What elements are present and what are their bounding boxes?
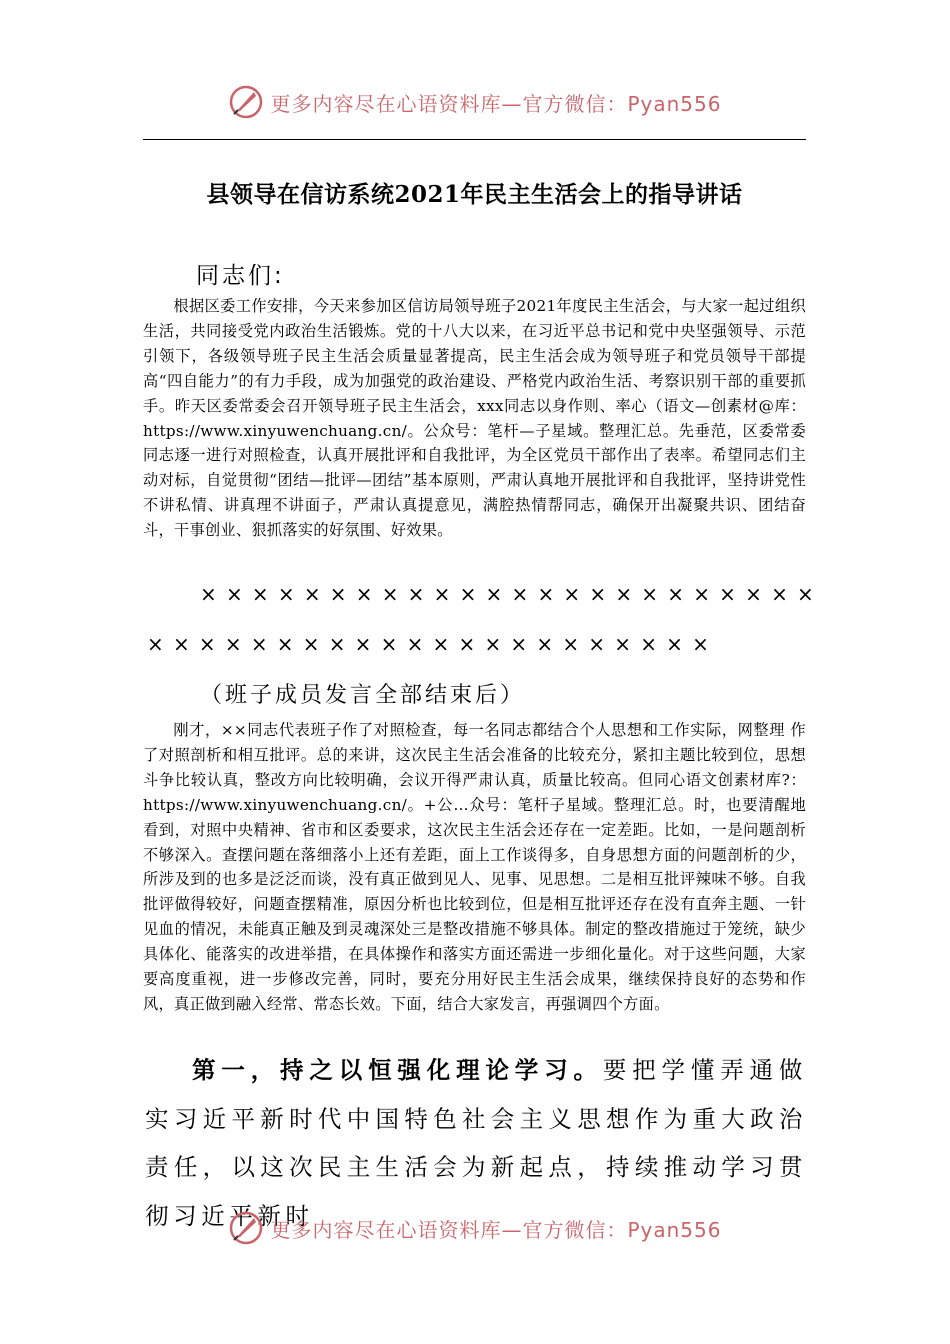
header-banner [0, 84, 950, 120]
stage-note: （班子成员发言全部结束后） [200, 683, 526, 708]
paragraph-1: 根据区委工作安排，今天来参加区信访局领导班子2021年度民主生活会，与大家一起过组织生活，共同接受党内政治生活锻炼。党的十八大以来，在习近平总书记和党中央坚强领导、示范引领下，各级领导班子民主生活会质量显著提高，民主生活会成为领导班子和党员领导干部提高“四自能力”的有力手段，成为加强党的政治建设、严格党内政治生活、考察识别干部的重要抓手。昨天区委常委会召开领导班子民主生活会，xxx同志以身作则、率心（语文—创素材@库：https://www.xinyuwenchuang.cn/。公众号：笔杆—子星域。整理汇总。先垂范，区委常委同志逐一进行对照检查，认真开展批评和自我批评，为全区党员干部作出了表率。希望同志们主动对标，自觉贯彻“团结—批评—团结”基本原则，严肃认真地开展批评和自我批评，坚持讲党性不讲私情、讲真理不讲面子，严肃认真提意见，满腔热情帮同志，确保开出凝聚共识、团结奋斗，干事创业、狠抓落实的好氛围、好效果。 [143, 297, 806, 540]
quill-logo-icon [228, 1210, 264, 1246]
document-title: 县领导在信访系统2021年民主生活会上的指导讲话 [206, 181, 743, 208]
quill-logo-icon [228, 84, 264, 120]
separator-line-2: ×××××××××××××××××××××× [147, 632, 719, 656]
separator-line-1: ×××××××××××××××××××××××× [200, 582, 823, 606]
section-1-lead: 第一，持之以恒强化理论学习。 [192, 1056, 603, 1084]
header-divider [143, 139, 806, 140]
salutation: 同志们: [196, 263, 285, 289]
paragraph-2: 刚才，××同志代表班子作了对照检查，每一名同志都结合个人思想和工作实际，网整理 作了对照剖析和相互批评。总的来讲，这次民主生活会准备的比较充分，紧扣主题比较到位，思想斗争比较认真，整改方向比较明确，会议开得严肃认真，质量比较高。但同心语文创素材库?：https://www.xinyuwenchuang.cn/。+公…众号：笔杆子星域。整理汇总。时，也要清醒地看到，对照中央精神、省市和区委要求，这次民主生活会还存在一定差距。比如，一是问题剖析不够深入。查摆问题在落细落小上还有差距，面上工作谈得多，自身思想方面的问题剖析的少，所涉及到的也多是泛泛而谈，没有真正做到见人、见事、见思想。二是相互批评辣味不够。自我批评做得较好，问题查摆精准，原因分析也比较到位，但是相互批评还存在没有直奔主题、一针见血的情况，未能真正触及到灵魂深处三是整改措施不够具体。制定的整改措施过于笼统，缺少具体化、能落实的改进举措，在具体操作和落实方面还需进一步细化量化。对于这些问题，大家要高度重视，进一步修改完善，同时，要充分用好民主生活会成果，继续保持良好的态势和作风，真正做到融入经常、常态长效。下面，结合大家发言，再强调四个方面。 [143, 721, 806, 1013]
footer-banner-text: 更多内容尽在心语资料库—官方微信：Pyan556 [270, 1217, 722, 1242]
footer-banner [0, 1210, 950, 1246]
section-1-body: 要把学懂弄通做实习近平新时代中国特色社会主义思想作为重大政治责任，以这次民主生活会为新起点，持续推动学习贯彻习近平新时 [145, 1056, 807, 1230]
header-banner-text: 更多内容尽在心语资料库—官方微信：Pyan556 [270, 91, 722, 116]
